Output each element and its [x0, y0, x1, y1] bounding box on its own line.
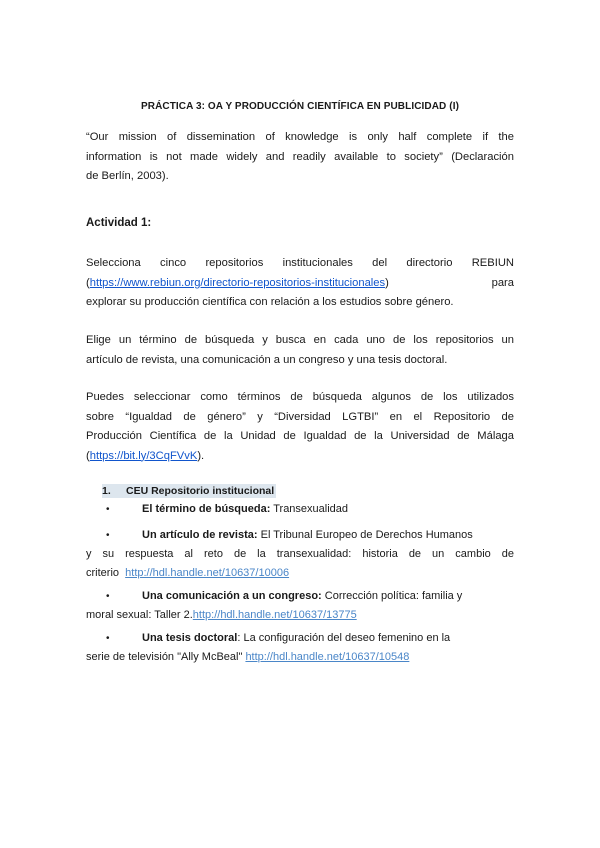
text-line: Puedes seleccionar como términos de búsqueda algunos de los utilizados	[86, 391, 514, 403]
quote-paragraph	[86, 128, 514, 187]
text-line	[86, 648, 514, 667]
text-line	[106, 587, 514, 606]
item-label: Una comunicación a un congreso:	[142, 590, 322, 602]
bullet-icon: •	[106, 530, 110, 541]
article-link[interactable]: http://hdl.handle.net/10637/10006	[125, 567, 290, 579]
bullet-icon: •	[106, 591, 110, 602]
text-line: Producción Científica de la Unidad de Igualdad de la Universidad de Málaga	[86, 430, 514, 442]
text-line	[86, 447, 514, 467]
link-wrapper	[86, 274, 389, 294]
quote-line: “Our mission of dissemination of knowledge is only half complete if the	[86, 131, 514, 143]
item-text: : La configuración del deseo femenino en la	[237, 632, 451, 644]
text-line	[86, 274, 514, 294]
section-number: 1.	[102, 485, 111, 497]
section-heading	[102, 485, 276, 497]
item-text: Transexualidad	[270, 503, 349, 515]
item-text: serie de televisión "Ally McBeal"	[86, 651, 243, 663]
thesis-link[interactable]: http://hdl.handle.net/10637/10548	[245, 651, 410, 663]
paren: ).	[197, 449, 205, 462]
quote-line: information is not made widely and readily available to society” (Declaración	[86, 150, 514, 163]
list-item	[106, 500, 514, 519]
section-label: CEU Repositorio institucional	[126, 485, 275, 497]
section-highlight	[102, 484, 276, 498]
item-text: moral sexual: Taller 2.	[86, 609, 193, 621]
item-text: criterio	[86, 567, 120, 579]
paren: (	[86, 276, 90, 289]
text-line	[86, 564, 514, 583]
paren: (	[86, 449, 90, 462]
congress-link[interactable]: http://hdl.handle.net/10637/13775	[192, 609, 357, 621]
item-text: Corrección política: familia y	[321, 590, 463, 602]
text-line: Selecciona cinco repositorios institucionales del directorio REBIUN	[86, 257, 514, 269]
item-label: Una tesis doctoral	[142, 632, 238, 644]
text-line	[86, 606, 514, 625]
item-text: El Tribunal Europeo de Derechos Humanos	[257, 529, 473, 541]
list-item	[86, 629, 514, 667]
text-line	[106, 629, 514, 648]
instructions-paragraph-3	[86, 388, 514, 466]
bullet-icon: •	[106, 504, 110, 515]
list-item	[86, 587, 514, 625]
page-title: PRÁCTICA 3: OA Y PRODUCCIÓN CIENTÍFICA EN PUBLICIDAD (I)	[140, 101, 460, 112]
list-item	[86, 526, 514, 583]
item-label: Un artículo de revista:	[142, 529, 258, 541]
text-fragment: para	[491, 276, 514, 289]
rebiun-directory-link[interactable]: https://www.rebiun.org/directorio-repositorios-institucionales	[89, 276, 386, 289]
instructions-paragraph-1	[86, 254, 514, 313]
instructions-paragraph-2	[86, 331, 514, 370]
uma-repository-link[interactable]: https://bit.ly/3CqFVvK	[89, 449, 198, 462]
item-label: El término de búsqueda	[142, 503, 267, 515]
text-line: explorar su producción científica con relación a los estudios sobre género.	[86, 296, 454, 308]
item-sep: :	[266, 503, 271, 515]
text-line	[106, 526, 514, 545]
text-line: y su respuesta al reto de la transexualidad: historia de un cambio de	[86, 548, 514, 560]
text-line: Elige un término de búsqueda y busca en cada uno de los repositorios un	[86, 334, 514, 346]
paren: )	[385, 276, 389, 289]
activity-heading: Actividad 1:	[86, 217, 152, 229]
quote-line: de Berlín, 2003).	[86, 170, 169, 182]
text-line: artículo de revista, una comunicación a un congreso y una tesis doctoral.	[86, 353, 448, 366]
bullet-icon: •	[106, 633, 110, 644]
text-line: sobre “Igualdad de género” y “Diversidad LGTBI” en el Repositorio de	[86, 410, 514, 423]
